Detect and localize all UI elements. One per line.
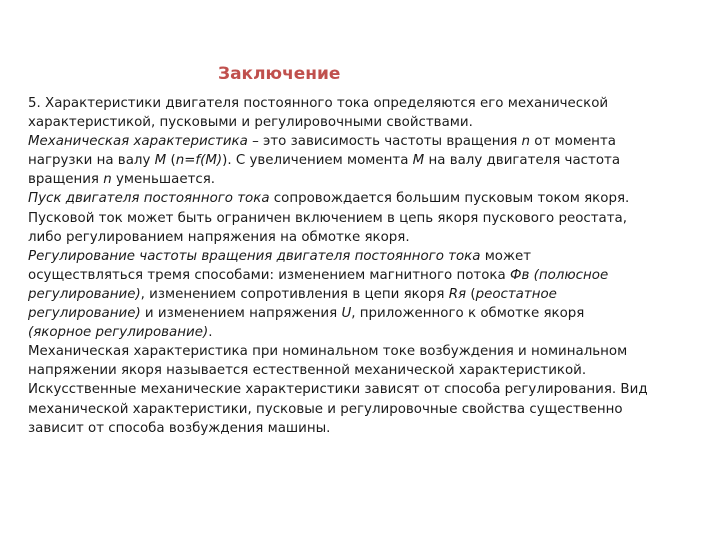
- text-segment: Пусковой ток может быть ограничен включением в цепь якоря пускового реостата,: [28, 210, 628, 226]
- text-segment: уменьшается.: [111, 172, 216, 188]
- italic-text-segment: U: [341, 306, 352, 322]
- italic-text-segment: (якорное регулирование): [28, 325, 209, 341]
- text-line: [28, 132, 700, 151]
- text-line: [28, 419, 700, 438]
- italic-text-segment: М: [154, 153, 167, 169]
- italic-text-segment: n: [521, 134, 531, 150]
- slide-body-text: [28, 94, 700, 438]
- text-segment: ). С увеличением момента: [222, 153, 413, 169]
- italic-text-segment: реостатное: [475, 286, 557, 302]
- italic-text-segment: регулирование): [28, 286, 141, 302]
- text-segment: характеристикой, пусковыми и регулировочными свойствами.: [28, 115, 473, 131]
- text-segment: сопровождается большим пусковым током якоря.: [269, 191, 630, 207]
- text-line: [28, 94, 700, 113]
- text-segment: , изменением сопротивления в цепи якоря: [140, 286, 449, 302]
- text-segment: , приложенного к обмотке якоря: [351, 306, 585, 322]
- text-line: [28, 400, 700, 419]
- text-segment: и изменением напряжения: [140, 306, 342, 322]
- text-segment: на валу двигателя частота: [424, 153, 621, 169]
- text-line: [28, 380, 700, 399]
- text-line: [28, 170, 700, 189]
- text-segment: от момента: [530, 134, 616, 150]
- text-line: [28, 304, 700, 323]
- text-segment: – это зависимость частоты вращения: [247, 134, 522, 150]
- text-segment: 5. Характеристики двигателя постоянного тока определяются его механической: [28, 96, 609, 111]
- italic-text-segment: Регулирование частоты вращения двигателя постоянного тока: [28, 248, 481, 264]
- text-line: [28, 209, 700, 228]
- italic-text-segment: регулирование): [28, 306, 141, 322]
- text-segment: вращения: [28, 172, 104, 188]
- italic-text-segment: Пуск двигателя постоянного тока: [28, 191, 270, 207]
- text-segment: может: [480, 248, 532, 264]
- text-segment: (: [166, 153, 176, 169]
- text-line: [28, 247, 700, 266]
- text-line: [28, 228, 700, 247]
- text-segment: зависит от способа возбуждения машины.: [28, 420, 331, 436]
- text-line: [28, 342, 700, 361]
- slide-title: Заключение: [218, 64, 341, 84]
- text-line: [28, 266, 700, 285]
- text-line: [28, 285, 700, 304]
- italic-text-segment: Механическая характеристика: [28, 134, 248, 150]
- text-line: [28, 151, 700, 170]
- text-segment: либо регулированием напряжения на обмотке якоря.: [28, 229, 410, 245]
- text-line: [28, 323, 700, 342]
- italic-text-segment: М: [412, 153, 425, 169]
- text-segment: (: [466, 286, 476, 302]
- italic-text-segment: Фв (полюсное: [509, 267, 609, 283]
- text-line: [28, 361, 700, 380]
- text-line: [28, 113, 700, 132]
- text-segment: осуществляться тремя способами: изменением магнитного потока: [28, 267, 510, 283]
- text-segment: Механическая характеристика при номинальном токе возбуждения и номинальном: [28, 344, 628, 360]
- text-segment: нагрузки на валу: [28, 153, 155, 169]
- italic-text-segment: n: [103, 172, 112, 188]
- text-segment: механической характеристики, пусковые и регулировочные свойства существенно: [28, 401, 623, 417]
- text-segment: напряжении якоря называется естественной механической характеристикой.: [28, 363, 587, 379]
- text-segment: .: [208, 325, 213, 341]
- text-segment: Искусственные механические характеристики зависят от способа регулирования. Вид: [28, 382, 648, 398]
- italic-text-segment: Rя: [448, 286, 467, 302]
- italic-text-segment: n=f(M): [175, 153, 223, 169]
- text-line: [28, 189, 700, 208]
